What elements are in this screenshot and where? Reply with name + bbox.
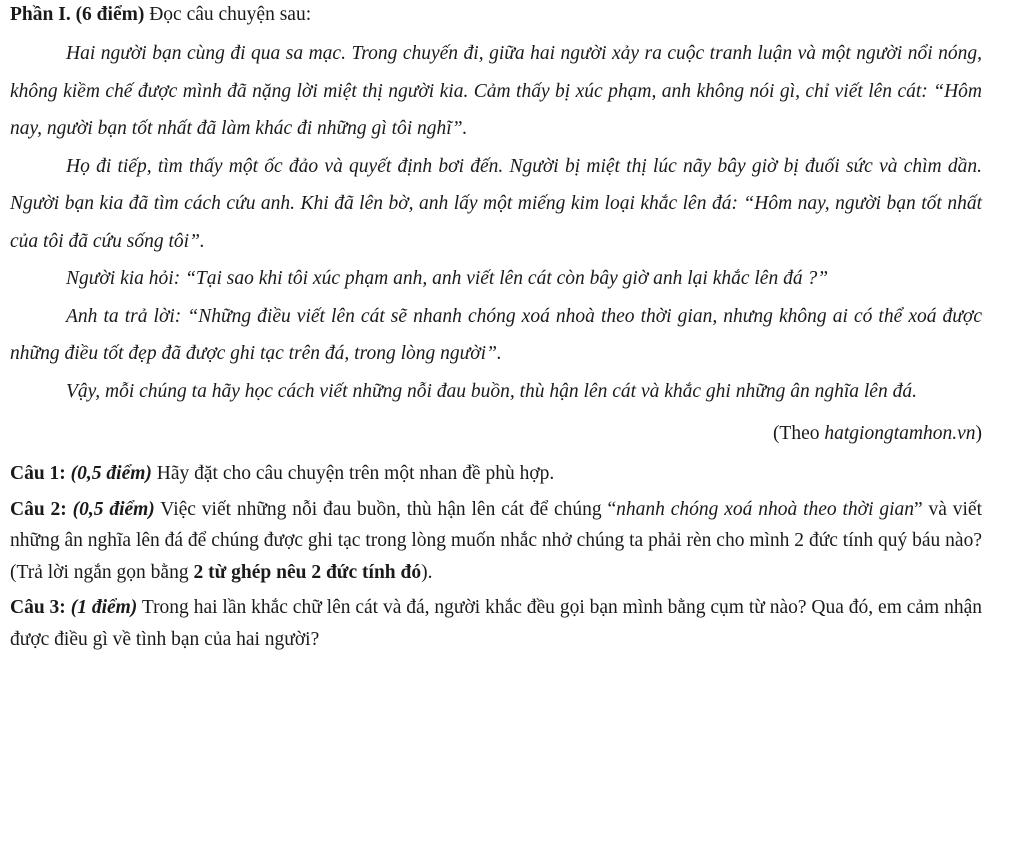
question-1-label: Câu 1: — [10, 463, 66, 484]
question-1-points: (0,5 điểm) — [65, 463, 152, 484]
question-3 — [10, 592, 982, 655]
question-2-text-a: Việc viết những nỗi đau buồn, thù hận lên cát để chúng “ — [154, 498, 617, 520]
question-3-points: (1 điểm) — [65, 597, 138, 618]
section-instruction: Đọc câu chuyện sau: — [144, 4, 312, 25]
question-2 — [10, 494, 982, 589]
question-2-points: (0,5 điểm) — [66, 498, 155, 520]
story-paragraph-1: Hai người bạn cùng đi qua sa mạc. Trong chuyến đi, giữa hai người xảy ra cuộc tranh luận và một người nổi nóng, không kiềm chế được mình đã nặng lời miệt thị người kia. Cảm thấy bị xúc phạm, anh không nói gì, chỉ viết lên cát: “Hôm nay, người bạn tốt nhất đã làm khác đi những gì tôi nghĩ”. — [10, 43, 982, 139]
source-prefix: (Theo — [772, 423, 825, 444]
question-2-bold: 2 từ ghép nêu 2 đức tính đó — [193, 561, 422, 583]
story-paragraph-5: Vậy, mỗi chúng ta hãy học cách viết những nỗi đau buồn, thù hận lên cát và khắc ghi những ân nghĩa lên đá. — [66, 380, 917, 402]
document-page — [10, 0, 982, 659]
source-suffix: ) — [975, 423, 982, 444]
question-3-text: Trong hai lần khắc chữ lên cát và đá, người khắc đều gọi bạn mình bằng cụm từ nào? Qua đó, em cảm nhận được điều gì về tình bạn của hai người? — [10, 597, 983, 650]
question-1 — [10, 458, 982, 490]
question-2-label: Câu 2: — [10, 498, 67, 520]
source-site: hatgiongtamhon.vn — [824, 423, 976, 444]
section-heading — [10, 2, 982, 28]
question-2-quote: nhanh chóng xoá nhoà theo thời gian — [616, 498, 915, 520]
question-list — [10, 458, 982, 655]
story-paragraph-2: Họ đi tiếp, tìm thấy một ốc đảo và quyết định bơi đến. Người bị miệt thị lúc nãy bây giờ bị đuối sức và chìm dần. Người bạn kia đã tìm cách cứu anh. Khi đã lên bờ, anh lấy một miếng kim loại khắc lên đá: “Hôm nay, người bạn tốt nhất của tôi đã cứu sống tôi”. — [10, 155, 982, 252]
story-paragraph-4: Anh ta trả lời: “Những điều viết lên cát sẽ nhanh chóng xoá nhoà theo thời gian, nhưng không ai có thể xoá được những điều tốt đẹp đã được ghi tạc trên đá, trong lòng người”. — [10, 305, 982, 364]
question-1-text: Hãy đặt cho câu chuyện trên một nhan đề phù hợp. — [151, 463, 555, 484]
source-citation — [10, 414, 982, 454]
section-label: Phần I. (6 điểm) — [10, 4, 145, 25]
story-text — [10, 35, 982, 410]
question-2-text-c: ). — [421, 561, 433, 583]
question-3-label: Câu 3: — [10, 597, 66, 618]
question-2-text-b: ” và viết những ân nghĩa lên đá để chúng được ghi tạc trong lòng muốn nhắc nhở chúng ta phải rèn cho mình 2 đức tính quý báu nào? (Trả lời ngắn gọn bằng — [10, 498, 983, 583]
story-paragraph-3: Người kia hỏi: “Tại sao khi tôi xúc phạm anh, anh viết lên cát còn bây giờ anh lại khắc lên đá ?” — [66, 268, 829, 289]
